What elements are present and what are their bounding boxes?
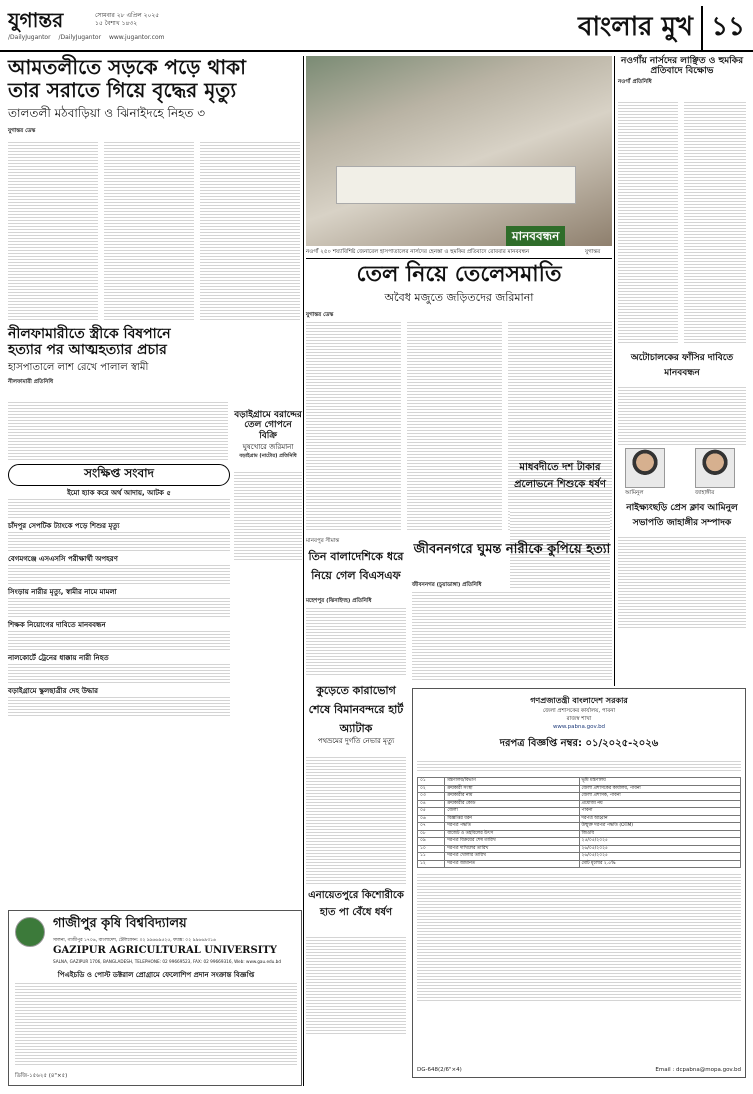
portrait-jahangir-caption: জাহাঙ্গীর <box>695 490 715 496</box>
border-label: মানবপুর সীমান্ত <box>306 538 340 544</box>
tender-cell: জিওবি <box>579 830 740 838</box>
oil-body-1 <box>306 320 401 530</box>
tender-row <box>418 845 741 853</box>
gau-title: পিএইচডি ও পোস্ট ডক্টরাল প্রোগ্রামে ফেলোশিপ প্রদান সংক্রান্ত বিজ্ঞপ্তি <box>57 971 255 979</box>
tender-cell: ০৯ <box>418 838 445 846</box>
brief-item-6[interactable]: নালকোর্টে ট্রেনের ধাক্কায় নারী নিহত <box>8 654 109 662</box>
tender-web[interactable]: www.pabna.gov.bd <box>552 724 606 730</box>
brief-body-6 <box>8 662 230 684</box>
tender-cell: ক্রয়কারীর নাম <box>445 793 579 801</box>
facebook-link[interactable]: /DailyJugantor <box>8 34 51 41</box>
brief-body-4 <box>8 596 230 618</box>
tender-cell: বাজেট ও তহবিলের উৎস <box>445 830 579 838</box>
tender-row <box>418 823 741 831</box>
banner-label: মানববন্ধন <box>506 226 565 246</box>
tender-cell: ২৫/০৫/২০২৫ <box>579 838 740 846</box>
tender-cell: দরপত্র আহ্বান <box>579 815 740 823</box>
brief-item-4[interactable]: সিংড়ায় নারীর মৃত্যু, স্বামীর নামে মামলা <box>8 588 117 596</box>
brief-body-5 <box>8 629 230 651</box>
social-links <box>8 34 170 41</box>
tender-table <box>417 777 741 868</box>
brief-item-3[interactable]: বেগমগঞ্জে এসএসসি পরীক্ষার্থী অপহরণ <box>8 555 118 563</box>
tender-cell: ০৫ <box>418 808 445 816</box>
tender-cell: ০৪ <box>418 800 445 808</box>
briefs-title: সংক্ষিপ্ত সংবাদ <box>8 464 230 486</box>
jail-body <box>306 755 406 885</box>
brief-body-1 <box>8 497 230 519</box>
tender-cell: ১২ <box>418 860 445 868</box>
nilphamari-body <box>8 400 228 460</box>
jibon-headline[interactable]: জীবননগরে ঘুমন্ত নারীকে কুপিয়ে হত্যা <box>413 542 611 557</box>
masthead <box>0 0 753 52</box>
tender-cell: ০৩ <box>418 793 445 801</box>
bsf-byline: মহেশপুর (ঝিনাইদহ) প্রতিনিধি <box>306 598 372 604</box>
tender-dept: রাজস্ব শাখা <box>566 716 592 722</box>
tender-cell: মোট মূল্যের ২.৫% <box>579 860 740 868</box>
tender-email[interactable]: Email : dcpabna@mopa.gov.bd <box>655 1067 741 1073</box>
gau-address-bn: সালনা, গাজীপুর ১৭০৬, বাংলাদেশ, টেলিফোন: ০২ ৯৯৬৬৯৫২৫, ফ্যাক্স: ০২ ৯৯৬৬৯৩১৬ <box>53 938 216 943</box>
jail-subhead: পথভ্রমের দুর্গতি নেভার মৃত্যু <box>317 737 395 745</box>
brahmanbaria-headline[interactable]: অটোচালকের ফাঁসির দাবিতে মানববন্ধন <box>630 353 734 378</box>
press-club-headline[interactable]: নাইক্ষ্যংছড়ি প্রেস ক্লাব আমিনুল সভাপতি জাহাঙ্গীর সম্পাদক <box>626 503 738 528</box>
gau-name-en: GAZIPUR AGRICULTURAL UNIVERSITY <box>53 945 277 956</box>
page-number: ১১ <box>701 6 745 50</box>
right-top-story <box>618 56 746 87</box>
tender-cell: ১০ <box>418 845 445 853</box>
jail-headline[interactable]: কুড়েতে কারাভোগ শেষে বিমানবন্দরে হার্ট অ্যাটাক <box>308 684 404 735</box>
tender-cell: বিজ্ঞপ্তির ধরন <box>445 815 579 823</box>
baraigram-headline[interactable]: বড়াইগ্রামে বরাদ্দের তেল গোপনে বিক্রি <box>234 410 302 441</box>
briefs-list <box>8 485 230 717</box>
nilphamari-headline-2[interactable]: হত্যার পর আত্মহত্যার প্রচার <box>8 342 167 359</box>
nilphamari-story <box>8 326 228 387</box>
photo-caption: নওগাঁ ২৫০ শয্যাবিশিষ্ট জেনারেল হাসপাতালের নার্সদের হেনস্তা ও হুমকির প্রতিবাদে রোববার মানববন্ধন <box>306 249 530 255</box>
baraigram-subhead: ঘুষখোরে জরিমানা <box>242 443 294 452</box>
madhabdi-headline[interactable]: মাধবদীতে দশ টাকার প্রলোভনে শিশুকে ধর্ষণ <box>514 462 606 490</box>
brief-item-5[interactable]: শিক্ষক নিয়োগের দাবিতে মানববন্ধন <box>8 621 106 629</box>
newspaper-logo[interactable]: যুগান্তর <box>8 8 64 32</box>
right-top-body-2 <box>684 100 746 345</box>
tender-items <box>417 872 741 1002</box>
tender-row <box>418 778 741 786</box>
gau-body <box>15 981 297 1067</box>
tender-cell: ০৮ <box>418 830 445 838</box>
tender-cell: জেলা <box>445 808 579 816</box>
tender-cell: ০১ <box>418 778 445 786</box>
nilphamari-byline: নীলফামারী প্রতিনিধি <box>8 379 54 386</box>
brief-item-1[interactable]: ইমো হ্যাক করে অর্থ আদায়, আটক ৫ <box>67 489 171 497</box>
oil-subhead: অবৈধ মজুতে জড়িতদের জরিমানা <box>384 291 534 305</box>
bsf-body <box>306 606 406 676</box>
nilphamari-headline-1[interactable]: নীলফামারীতে স্ত্রীকে বিষপানে <box>8 326 171 342</box>
column-rule-2 <box>614 56 615 686</box>
gau-ad <box>8 910 302 1086</box>
enayetpur-body <box>306 935 406 1035</box>
tender-cell: জেলা প্রশাসক, পাবনা <box>579 793 740 801</box>
bsf-headline[interactable]: তিন বালাদেশিকে ধরে নিয়ে গেল বিএসএফ <box>308 550 404 582</box>
tender-cell: ভূমি মন্ত্রণালয় <box>579 778 740 786</box>
twitter-link[interactable]: /DailyJugantor <box>58 34 102 41</box>
tender-row <box>418 838 741 846</box>
jibon-byline: জীবননগর (চুয়াডাঙ্গা) প্রতিনিধি <box>412 582 482 588</box>
oil-byline: যুগান্তর ডেস্ক <box>306 312 334 318</box>
row-rule-1 <box>306 258 612 259</box>
brief-body-3 <box>8 563 230 585</box>
tender-cell: দরপত্র পদ্ধতি <box>445 823 579 831</box>
photo-credit: যুগান্তর <box>585 249 601 255</box>
tender-cell: ০৬ <box>418 815 445 823</box>
tender-row <box>418 793 741 801</box>
tender-cell: জেলা প্রশাসকের কার্যালয়, পাবনা <box>579 785 740 793</box>
tender-gov: গণপ্রজাতন্ত্রী বাংলাদেশ সরকার <box>530 696 628 705</box>
tender-cell: পাবনা <box>579 808 740 816</box>
lead-headline-2[interactable]: তার সরাতে গিয়ে বৃদ্ধের মৃত্যু <box>8 78 237 102</box>
tender-office: জেলা প্রশাসকের কার্যালয়, পাবনা <box>542 708 616 714</box>
tender-row <box>418 860 741 868</box>
brief-item-2[interactable]: চাঁদপুর সেপটিক ট্যাংকে পড়ে শিশুর মৃত্যু <box>8 522 120 530</box>
brief-body-7 <box>8 695 230 717</box>
briefs-section <box>8 464 230 486</box>
tender-row <box>418 815 741 823</box>
gau-logo-icon <box>15 917 45 947</box>
protest-photo[interactable] <box>306 56 612 246</box>
baraigram-body <box>234 470 302 560</box>
section-title: বাংলার মুখ <box>578 12 693 42</box>
tender-cell: ২৬/০৫/২০২৫ <box>579 845 740 853</box>
nilphamari-subhead: হাসপাতালে লাশ রেখে পালাল স্বামী <box>8 362 149 374</box>
tender-cell: প্রযোজ্য নয় <box>579 800 740 808</box>
right-top-body-1 <box>618 100 678 345</box>
brahmanbaria-body <box>618 385 746 445</box>
tender-footer-ref: DG-648(2/6"×4) <box>417 1067 462 1073</box>
baraigram-byline: বড়াইগ্রাম (নাটোর) প্রতিনিধি <box>239 453 297 460</box>
tender-cell: ০২ <box>418 785 445 793</box>
tender-ad <box>412 688 746 1078</box>
lead-byline: যুগান্তর ডেস্ক <box>8 128 36 134</box>
tender-title: দরপত্র বিজ্ঞপ্তি নম্বর: ০১/২০২৫-২০২৬ <box>499 738 659 749</box>
oil-body-3 <box>508 320 612 530</box>
portrait-jahangir <box>695 448 735 488</box>
brief-body-2 <box>8 530 230 552</box>
website-link[interactable]: www.jugantor.com <box>108 34 165 41</box>
portrait-aminul <box>625 448 665 488</box>
tender-cell: দরপত্র খোলার তারিখ <box>445 853 579 861</box>
tender-cell: ক্রয়কারী সংস্থা <box>445 785 579 793</box>
tender-cell: ২৬/০৫/২০২৫ <box>579 853 740 861</box>
gau-ref: ডিজি-১৫৬২৫ (৪"×৫) <box>15 1073 68 1079</box>
tender-intro <box>417 759 741 773</box>
protest-banner <box>336 166 576 204</box>
tender-cell: ক্রয়কারীর কোড <box>445 800 579 808</box>
lead-body-col-1 <box>8 140 98 320</box>
tender-cell: ০৭ <box>418 823 445 831</box>
tender-cell: ১১ <box>418 853 445 861</box>
tender-row <box>418 830 741 838</box>
enayetpur-headline[interactable]: এনায়েতপুরে কিশোরীকে হাত পা বেঁধে ধর্ষণ <box>308 890 404 918</box>
tender-row <box>418 808 741 816</box>
gau-address-en: SALNA, GAZIPUR 1706, BANGLADESH, TELEPHONE: 02 99669523, FAX: 02 99669316, Web: www.gau.edu.bd <box>53 959 281 964</box>
tender-cell: দরপত্র জামানত <box>445 860 579 868</box>
lead-headline-1[interactable]: আমতলীতে সড়কে পড়ে থাকা <box>8 55 246 79</box>
lead-body-col-3 <box>200 140 300 320</box>
oil-headline[interactable]: তেল নিয়ে তেলেসমাতি <box>356 261 562 287</box>
tender-cell: দরপত্র বিক্রয়ের শেষ তারিখ <box>445 838 579 846</box>
right-top-byline: নওগাঁ প্রতিনিধি <box>618 78 652 85</box>
right-top-headline[interactable]: নওগাঁয় নার্সদের লাঞ্ছিত ও হুমকির প্রতিবাদে বিক্ষোভ <box>620 56 744 77</box>
tender-cell: দরপত্র দাখিলের তারিখ <box>445 845 579 853</box>
column-rule-1 <box>303 56 304 1086</box>
portrait-aminul-caption: আমিনুল <box>625 490 644 496</box>
tender-cell: মন্ত্রণালয়/বিভাগ <box>445 778 579 786</box>
brief-item-7[interactable]: বড়াইগ্রামে স্কুলছাত্রীর দেহ উদ্ধার <box>8 687 99 695</box>
tender-row <box>418 853 741 861</box>
gau-name-bn: গাজীপুর কৃষি বিশ্ববিদ্যালয় <box>53 916 187 931</box>
lead-subhead: তালতলী মঠবাড়িয়া ও ঝিনাইদহে নিহত ৩ <box>8 106 206 120</box>
tender-row <box>418 785 741 793</box>
lead-story <box>8 56 300 136</box>
date-line: সোমবার ২৮ এপ্রিল ২০২৫ ১৫ বৈশাখ ১৪৩২ <box>95 12 160 27</box>
oil-body-2 <box>407 320 502 530</box>
tender-row <box>418 800 741 808</box>
tender-cell: উন্মুক্ত দরপত্র পদ্ধতি (OTM) <box>579 823 740 831</box>
oil-story <box>306 262 612 308</box>
jibon-body <box>412 590 612 680</box>
press-club-body <box>618 535 746 630</box>
baraigram-story <box>234 410 302 461</box>
tender-table-wrap <box>417 777 741 868</box>
lead-body-col-2 <box>104 140 194 320</box>
